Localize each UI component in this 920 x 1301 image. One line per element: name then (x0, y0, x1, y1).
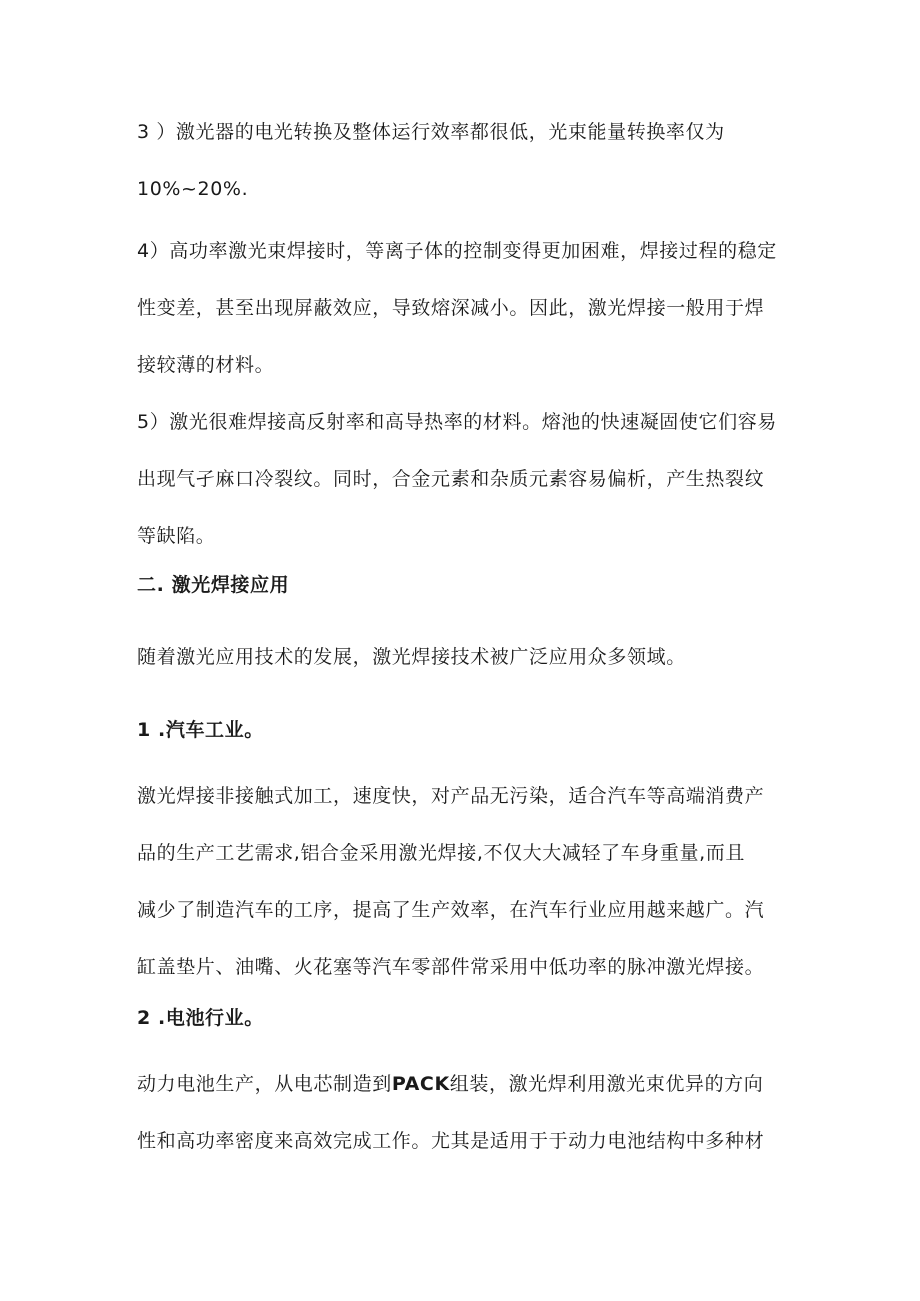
paragraph-text-segment: 动力电池生产，从电芯制造到 (137, 1073, 392, 1095)
paragraph-4 (137, 223, 787, 394)
subheading-text: 1 .汽车工业。 (137, 719, 264, 741)
paragraph-5 (137, 394, 787, 565)
paragraph-line: 性和高功率密度来高效完成工作。尤其是适用于于动力电池结构中多种材 (137, 1130, 765, 1152)
section-intro (137, 629, 787, 686)
subheading-text: 2 .电池行业。 (137, 1007, 264, 1029)
paragraph-line: 3 ）激光器的电光转换及整体运行效率都很低，光束能量转换率仅为 (137, 121, 725, 143)
paragraph-line: 减少了制造汽车的工序，提高了生产效率，在汽车行业应用越来越广。汽 (137, 899, 765, 921)
paragraph-line: 10%~20%. (137, 178, 249, 200)
paragraph-line: 缸盖垫片、油嘴、火花塞等汽车零部件常采用中低功率的脉冲激光焊接。 (137, 956, 765, 978)
paragraph-line: 出现气孑麻口冷裂纹。同时，合金元素和杂质元素容易偏析，产生热裂纹 (137, 468, 765, 490)
section-intro-text: 随着激光应用技术的发展，激光焊接技术被广泛应用众多领域。 (137, 646, 686, 668)
subheading-battery (137, 990, 787, 1047)
subheading-automotive (137, 702, 787, 759)
paragraph-automotive (137, 768, 787, 996)
paragraph-text-segment: 组装，激光焊利用激光束优异的方向 (449, 1073, 764, 1095)
paragraph-3 (137, 104, 787, 218)
paragraph-battery (137, 1056, 787, 1170)
paragraph-line: 激光焊接非接触式加工，速度快，对产品无污染，适合汽车等高端消费产 (137, 785, 765, 807)
paragraph-line (137, 1056, 787, 1113)
paragraph-line: 品的生产工艺需求,铝合金采用激光焊接,不仅大大减轻了车身重量,而且 (137, 842, 745, 864)
paragraph-line: 4）高功率激光束焊接时，等离子体的控制变得更加困难，焊接过程的稳定 (137, 240, 777, 262)
section-heading-text: 二. 激光焊接应用 (137, 574, 290, 596)
paragraph-line: 性变差，甚至出现屏蔽效应，导致熔深减小。因此，激光焊接一般用于焊 (137, 297, 765, 319)
section-heading (137, 557, 787, 614)
paragraph-line: 接较薄的材料。 (137, 354, 275, 376)
paragraph-line: 等缺陷。 (137, 525, 216, 547)
paragraph-bold-term: PACK (391, 1073, 450, 1095)
paragraph-line: 5）激光很难焊接高反射率和高导热率的材料。熔池的快速凝固使它们容易 (137, 411, 777, 433)
